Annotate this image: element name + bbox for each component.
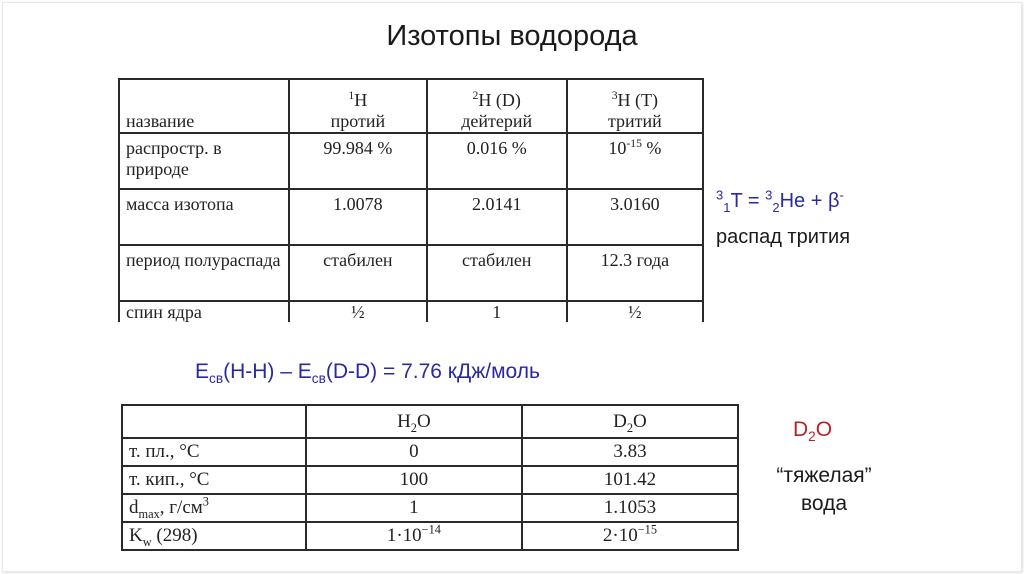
table-cell: т. кип., °C	[122, 466, 306, 494]
table-row	[122, 522, 738, 550]
table-row	[122, 405, 738, 438]
water-header-d2o: $D_2O$	[522, 405, 738, 438]
table-cell: 3.0160	[567, 189, 703, 245]
table-cell: $1\cdot 10^{-14}$	[306, 522, 522, 550]
table-crop-mask	[110, 322, 710, 342]
table-cell: масса изотопа	[119, 189, 289, 245]
table-cell: 1.1053	[522, 494, 738, 522]
table-cell	[122, 405, 306, 438]
table-row	[122, 466, 738, 494]
table-row	[119, 189, 703, 245]
slide-title: Изотопы водорода	[386, 20, 638, 52]
table-cell: стабилен	[289, 245, 427, 301]
decay-caption: распад трития	[716, 226, 851, 248]
table-cell: 1	[306, 494, 522, 522]
table-cell: ½	[567, 301, 703, 327]
table-cell: $K_w$ (298)	[122, 522, 306, 550]
table-cell: т. пл., °C	[122, 438, 306, 466]
table-row	[122, 494, 738, 522]
table-cell: 1	[427, 301, 567, 327]
table-cell: название	[119, 79, 289, 133]
table-cell: 2.0141	[427, 189, 567, 245]
table-cell: 100	[306, 466, 522, 494]
table-cell: 12.3 года	[567, 245, 703, 301]
table-row	[119, 133, 703, 189]
heavy-water-formula: $D_2O$	[793, 418, 833, 445]
isotope-table	[118, 78, 704, 328]
isotope-header-tritium: $^3$H (T) тритий	[567, 79, 703, 133]
table-cell: $2\cdot 10^{-15}$	[522, 522, 738, 550]
table-cell: $d_{max}$, $г/см^3$	[122, 494, 306, 522]
tritium-decay-equation: $^3_1$T = $^3_2$He + β-	[716, 187, 844, 215]
table-cell: 99.984 %	[289, 133, 427, 189]
table-cell: 0	[306, 438, 522, 466]
table-row	[122, 438, 738, 466]
table-row	[119, 245, 703, 301]
table-cell: стабилен	[427, 245, 567, 301]
bond-energy-equation: $E_{св}(H-H) - E_{св}(D-D) = 7.76$ кДж/моль	[195, 360, 540, 387]
water-header-h2o: $H_2O$	[306, 405, 522, 438]
isotope-header-protium: $^1$H протий	[289, 79, 427, 133]
table-row	[119, 79, 703, 133]
table-cell: спин ядра	[119, 301, 289, 327]
table-cell: 101.42	[522, 466, 738, 494]
isotope-header-deuterium: $^2$H (D) дейтерий	[427, 79, 567, 133]
table-cell: ½	[289, 301, 427, 327]
water-table	[121, 404, 739, 551]
heavy-water-caption: “тяжелая” вода	[776, 464, 872, 515]
table-cell: 1.0078	[289, 189, 427, 245]
table-cell: 3.83	[522, 438, 738, 466]
table-cell: период полураспада	[119, 245, 289, 301]
table-cell: 0.016 %	[427, 133, 567, 189]
table-cell: распростр. в природе	[119, 133, 289, 189]
table-cell: $10^{-15}$ %	[567, 133, 703, 189]
